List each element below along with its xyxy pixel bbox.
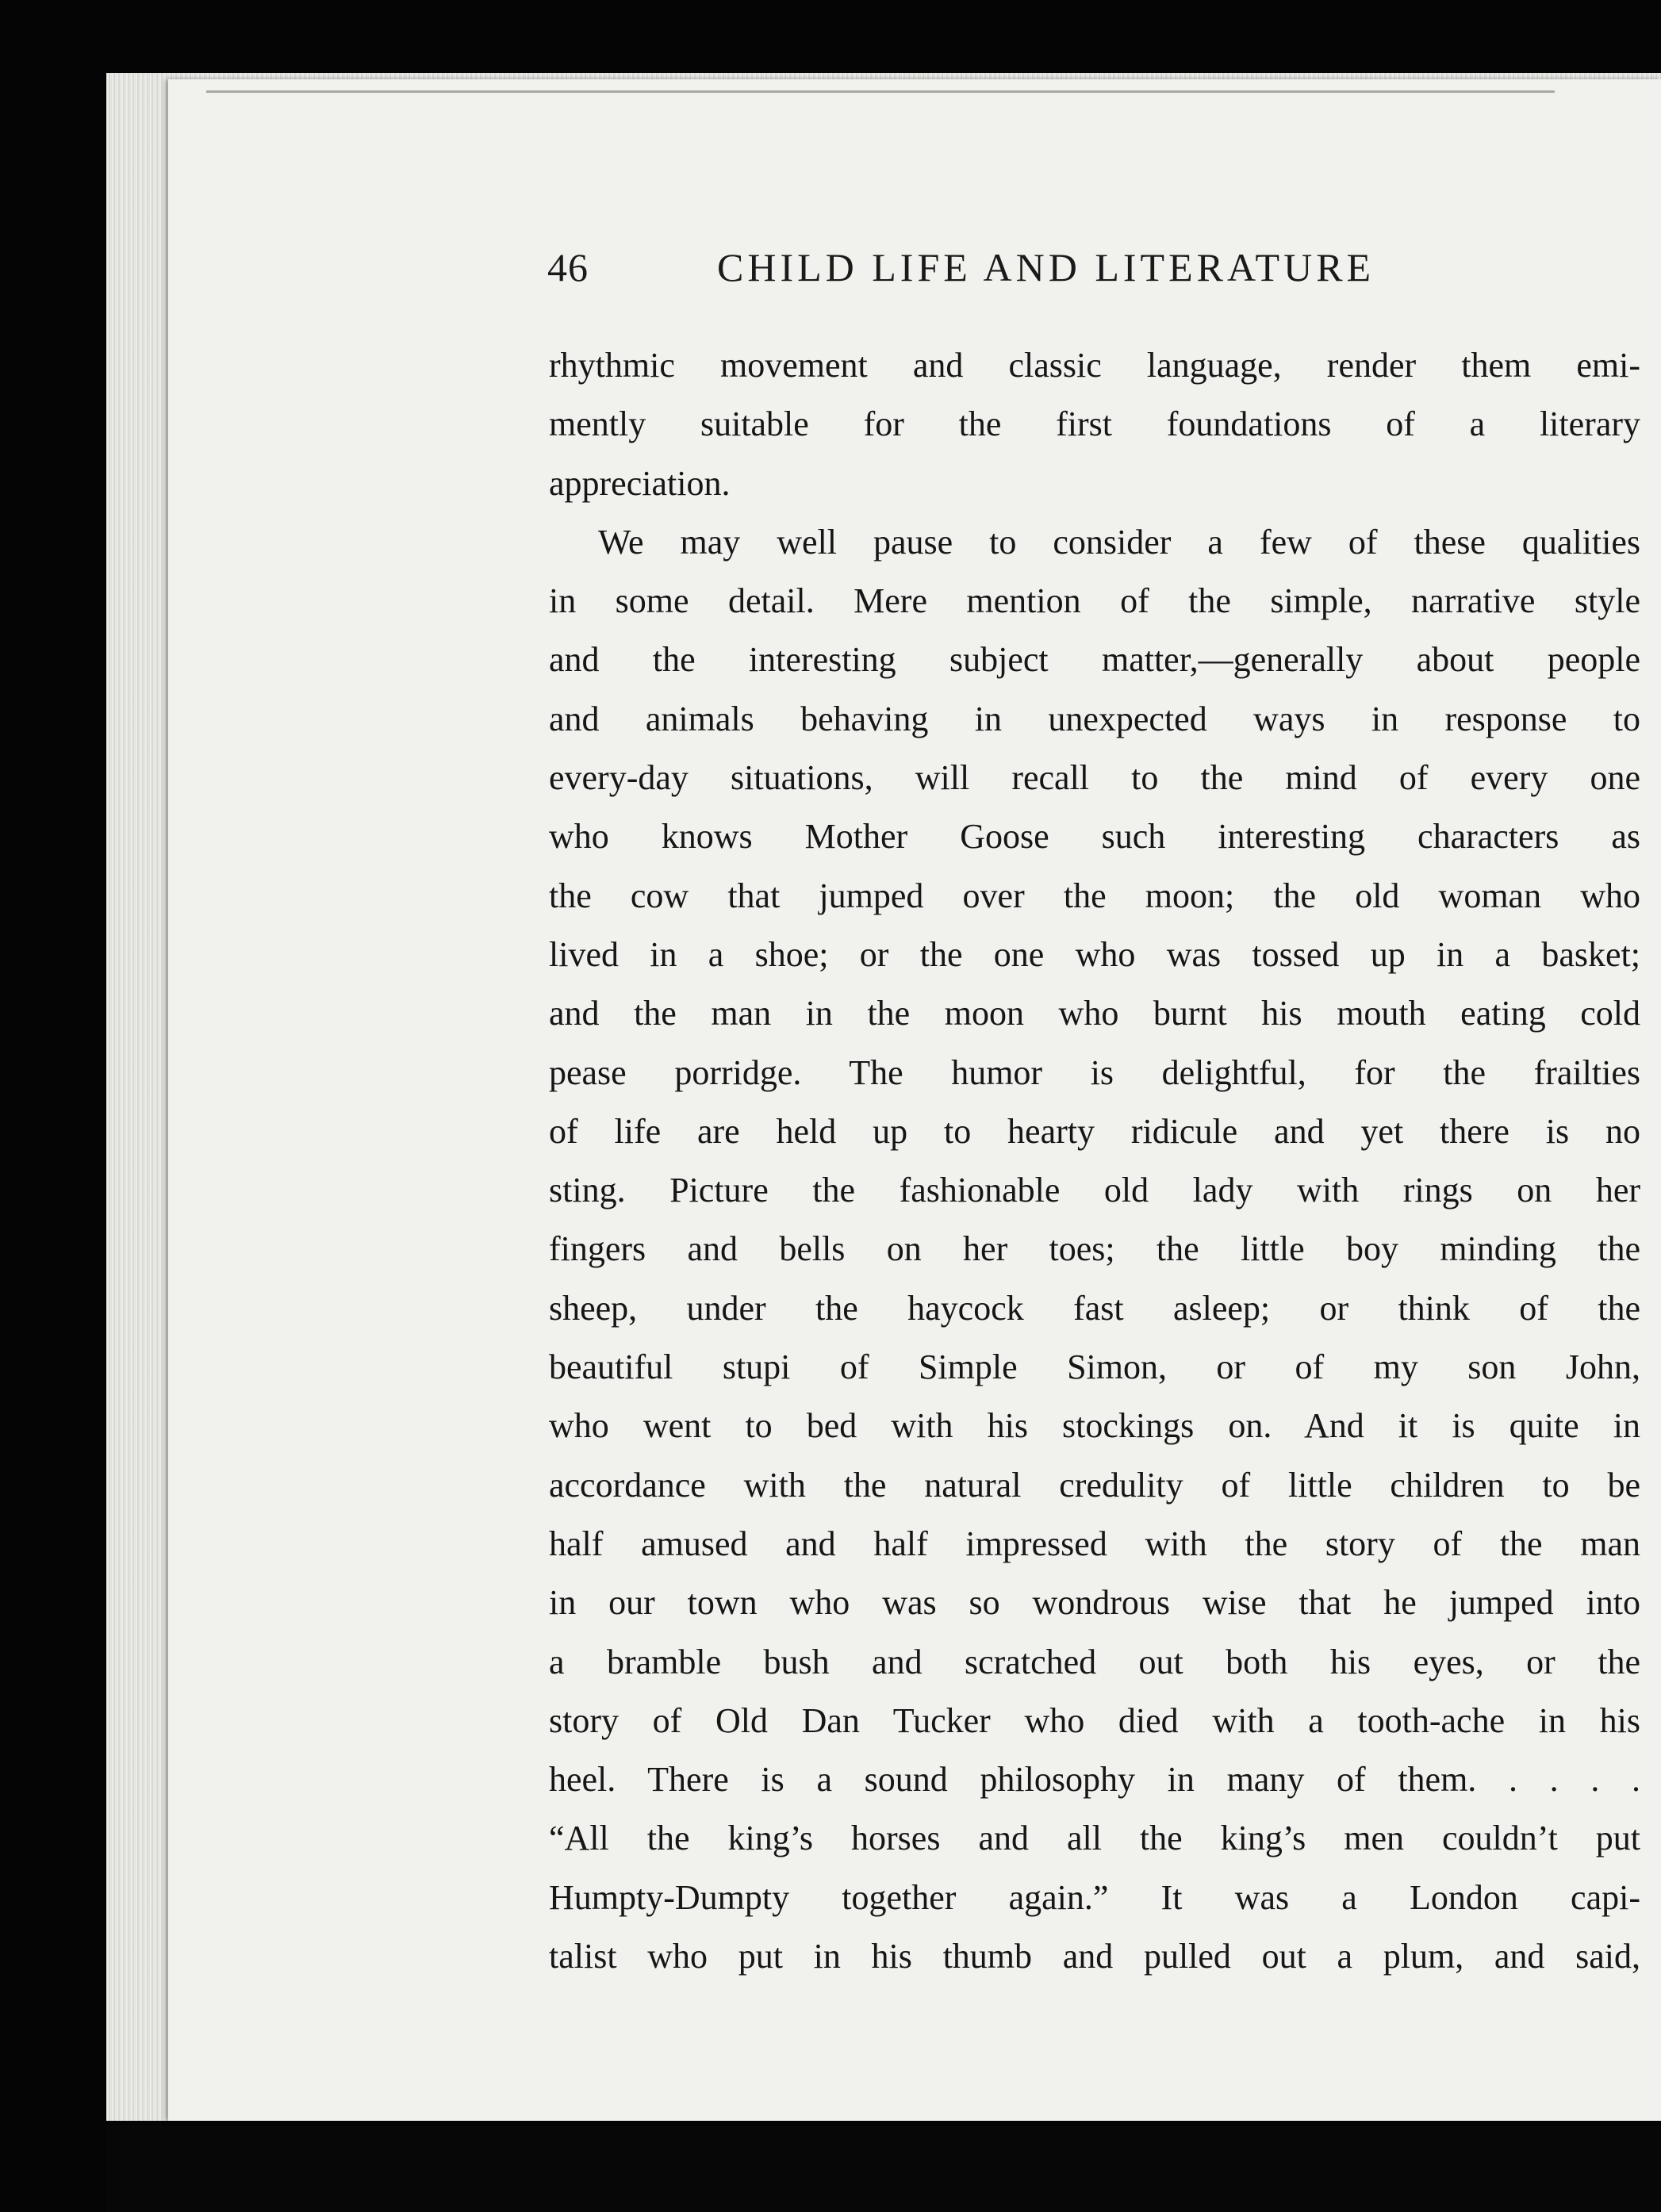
text-line: who knows Mother Goose such interesting characters as xyxy=(549,817,1640,857)
text-line: sheep, under the haycock fast asleep; or think of the xyxy=(549,1288,1640,1328)
text-line: rhythmic movement and classic language, render them emi- xyxy=(549,346,1640,385)
text-line: every-day situations, will recall to the mind of every one xyxy=(549,758,1640,798)
text-line: in our town who was so wondrous wise that he jumped into xyxy=(549,1583,1640,1623)
page-top-edge xyxy=(206,90,1555,93)
text-line: the cow that jumped over the moon; the old woman who xyxy=(549,876,1640,915)
text-line: and the interesting subject matter,—generally about people xyxy=(549,640,1640,680)
text-line: heel. There is a sound philosophy in many of them. . . . . xyxy=(549,1760,1640,1800)
page-header xyxy=(547,238,1460,301)
text-line: We may well pause to consider a few of these qualities xyxy=(598,522,1640,562)
text-line: accordance with the natural credulity of little children to be xyxy=(549,1465,1640,1505)
text-line: beautiful stupi of Simple Simon, or of my son John, xyxy=(549,1348,1640,1387)
text-line: half amused and half impressed with the story of the man xyxy=(549,1524,1640,1563)
text-line: “All the king’s horses and all the king’s men couldn’t put xyxy=(549,1819,1640,1858)
text-line: talist who put in his thumb and pulled out a plum, and said, xyxy=(549,1937,1640,1976)
text-line: and the man in the moon who burnt his mouth eating cold xyxy=(549,994,1640,1033)
bottom-shadow xyxy=(106,2126,1661,2212)
text-line: in some detail. Mere mention of the simple, narrative style xyxy=(549,581,1640,621)
text-line: and animals behaving in unexpected ways in response to xyxy=(549,699,1640,738)
text-line: pease porridge. The humor is delightful, for the frailties xyxy=(549,1052,1640,1092)
body-text xyxy=(549,336,1640,1986)
page-number: 46 xyxy=(547,245,589,289)
text-line: story of Old Dan Tucker who died with a tooth-ache in his xyxy=(549,1700,1640,1740)
text-line: who went to bed with his stockings on. And it is quite in xyxy=(549,1406,1640,1446)
text-line: fingers and bells on her toes; the little boy minding the xyxy=(549,1229,1640,1269)
text-line: of life are held up to hearty ridicule and yet there is no xyxy=(549,1111,1640,1151)
text-line: a bramble bush and scratched out both his eyes, or the xyxy=(549,1642,1640,1681)
text-line: sting. Picture the fashionable old lady with rings on her xyxy=(549,1171,1640,1210)
text-line: Humpty-Dumpty together again.” It was a London capi- xyxy=(549,1877,1640,1917)
running-head: CHILD LIFE AND LITERATURE xyxy=(717,245,1375,289)
text-line: lived in a shoe; or the one who was tossed up in a basket; xyxy=(549,934,1640,974)
text-line: appreciation. xyxy=(549,463,731,503)
text-line: mently suitable for the first foundations of a literary xyxy=(549,404,1640,444)
